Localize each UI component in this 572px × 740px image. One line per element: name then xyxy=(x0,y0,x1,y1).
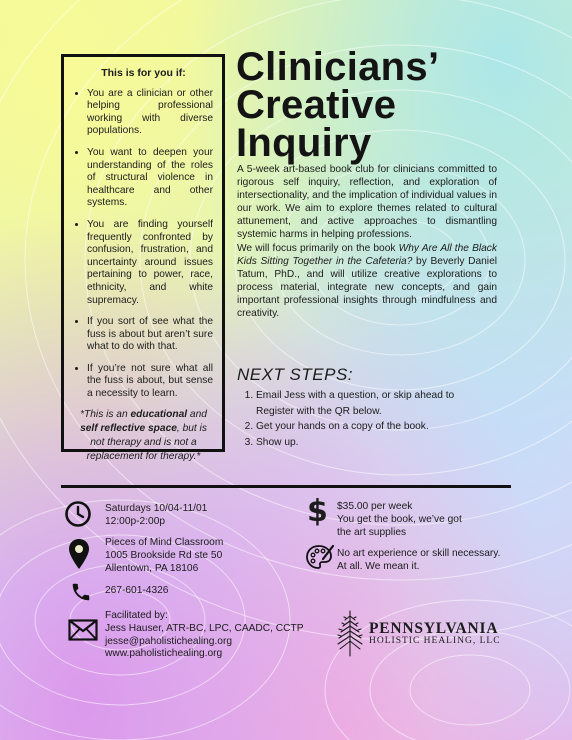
facilitator-info: Facilitated by: Jess Hauser, ATR-BC, LPC, CAADC, CCTP jesse@paholistichealing.org www.paholistichealing.org xyxy=(105,610,304,660)
audience-item: • If you’re not sure what all the fuss is about, but sense a necessity to learn. xyxy=(87,363,213,401)
website-link[interactable]: www.paholistichealing.org xyxy=(105,648,223,660)
map-pin-icon xyxy=(68,538,90,570)
phone-number[interactable]: 267-601-4326 xyxy=(105,585,169,596)
audience-list xyxy=(74,88,213,401)
phone-icon xyxy=(70,581,92,603)
audience-item: • You are finding yourself frequently confronted by confusion, frustration, and uncertainty around issues pertaining to power, race, ethnicity, and white supremacy. xyxy=(87,219,213,307)
pine-tree-logo xyxy=(334,608,366,658)
page-title: Clinicians’ Creative Inquiry xyxy=(236,45,440,165)
logo-subtitle: HOLISTIC HEALING, LLC xyxy=(369,636,501,646)
logo-name: PENNSYLVANIA xyxy=(369,620,499,637)
email-link[interactable]: jesse@paholistichealing.org xyxy=(105,635,233,647)
description xyxy=(237,163,497,320)
audience-item: • You want to deepen your understanding of the roles of structural violence in healthcare and other systems. xyxy=(87,147,213,210)
envelope-icon xyxy=(68,619,98,641)
audience-item: • If you sort of see what the fuss is about but aren’t sure what to do with that. xyxy=(87,316,213,354)
audience-heading: This is for you if: xyxy=(101,67,186,79)
next-steps-list xyxy=(244,388,494,450)
art-experience-info: No art experience or skill necessary. At all. We mean it. xyxy=(337,548,501,572)
disclaimer-note: *This is an educational and self reflective space, but is not therapy and is not a replacement for therapy.* xyxy=(80,408,207,462)
location-info: Pieces of Mind Classroom 1005 Brookside Rd ste 50 Allentown, PA 18106 xyxy=(105,537,224,574)
audience-box xyxy=(61,54,225,462)
step-item: 1. Email Jess with a question, or skip ahead to Register with the QR below. xyxy=(256,388,494,419)
schedule-info: Saturdays 10/04-11/01 12:00p-2:00p xyxy=(105,503,208,527)
description-paragraph: A 5-week art-based book club for clinicians committed to rigorous self inquiry, reflection, and exploration of intersectionality, and the implication of individual values in our work. We aim to explore themes related to cultural attunement, and active approaches to dismantling systemic harms in helping professions. xyxy=(237,164,497,241)
palette-icon xyxy=(305,543,335,571)
price-info: $35.00 per week You get the book, we’ve got the art supplies xyxy=(337,501,462,538)
dollar-icon: $ xyxy=(307,494,328,529)
section-divider xyxy=(61,485,511,488)
book-title: Why Are All the Black Kids Sitting Together in the Cafeteria? xyxy=(237,242,497,267)
step-item: 2. Get your hands on a copy of the book. xyxy=(256,419,494,435)
step-item: 3. Show up. xyxy=(256,435,494,451)
description-paragraph: We will focus primarily on the book Why Are All the Black Kids Sitting Together in the Cafeteria? by Beverly Daniel Tatum, PhD., and will utilize creative explorations to process material, integrate new concepts, and gain important professional insights through mindfulness and creativity. xyxy=(237,242,497,320)
audience-item: • You are a clinician or other helping professional working with diverse populations. xyxy=(87,88,213,138)
clock-icon xyxy=(64,500,92,528)
next-steps-title: NEXT STEPS: xyxy=(237,365,354,384)
